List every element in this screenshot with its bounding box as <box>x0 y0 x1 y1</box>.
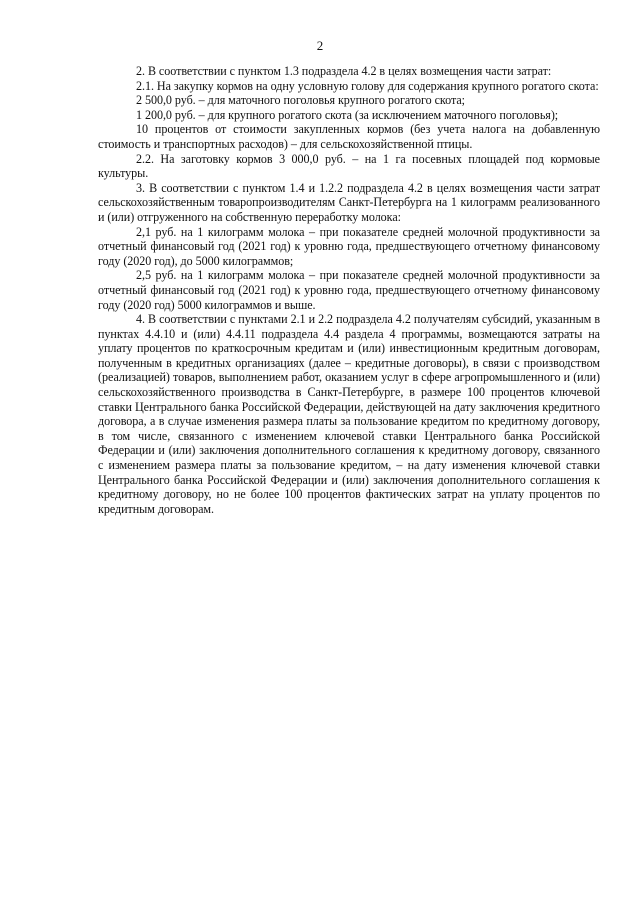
paragraph-2-1: 2.1. На закупку кормов на одну условную голову для содержания крупного рогатого скота: <box>136 78 599 93</box>
paragraph-3-item-2: 2,5 руб. на 1 килограмм молока – при показателе средней молочной продуктивности за отчетный финансовый год (2021 год) к уровню года, предшествующего отчетному финансовому году (2020 год) 5000 килограммов и выше. <box>98 268 600 312</box>
paragraph-2-1-item-1: 2 500,0 руб. – для маточного поголовья крупного рогатого скота; <box>136 93 465 108</box>
document-body <box>98 64 600 516</box>
paragraph-2-1-item-2: 1 200,0 руб. – для крупного рогатого скота (за исключением маточного поголовья); <box>136 107 559 122</box>
paragraph-3: 3. В соответствии с пунктом 1.4 и 1.2.2 подраздела 4.2 в целях возмещения части затрат сельскохозяйственным товаропроизводителям Санкт-Петербурга на 1 килограмм реализованного и (или) отгруженного на собственную переработку молока: <box>98 180 600 224</box>
page-number: 2 <box>316 38 324 53</box>
paragraph-4: 4. В соответствии с пунктами 2.1 и 2.2 подраздела 4.2 получателям субсидий, указанным в пунктах 4.4.10 и (или) 4.4.11 подраздела 4.4 раздела 4 программы, возмещаются затраты на уплату процентов по краткосрочным кредитам и (или) инвестиционным кредитным договорам, полученным в кредитных организациях (далее – кредитные договоры), в связи с производством (реализацией) товаров, выполнением работ, оказанием услуг в сфере агропромышленного и (или) сельскохозяйственного производства в Санкт-Петербурге, в размере 100 процентов ключевой ставки Центрального банка Российской Федерации, действующей на дату заключения кредитного договора, а в случае изменения размера платы за пользование кредитом по кредитному договору, в том числе, связанного с изменением ключевой ставки Центрального банка Российской Федерации и (или) заключения дополнительного соглашения к кредитному договору, связанного с изменением размера платы за пользование кредитом, – на дату изменения ключевой ставки Центрального банка Российской Федерации и (или) заключения дополнительного соглашения к кредитному договору, но не более 100 процентов фактических затрат на уплату процентов по кредитным договорам. <box>98 312 600 516</box>
paragraph-2: 2. В соответствии с пунктом 1.3 подраздела 4.2 в целях возмещения части затрат: <box>136 64 552 78</box>
paragraph-3-item-1: 2,1 руб. на 1 килограмм молока – при показателе средней молочной продуктивности за отчетный финансовый год (2021 год) к уровню года, предшествующего отчетному финансовому году (2020 год), до 5000 килограммов; <box>98 224 600 268</box>
paragraph-2-1-item-3: 10 процентов от стоимости закупленных кормов (без учета налога на добавленную стоимость и транспортных расходов) – для сельскохозяйственной птицы. <box>98 122 600 151</box>
paragraph-2-2: 2.2. На заготовку кормов 3 000,0 руб. – на 1 га посевных площадей под кормовые культуры. <box>98 151 600 181</box>
